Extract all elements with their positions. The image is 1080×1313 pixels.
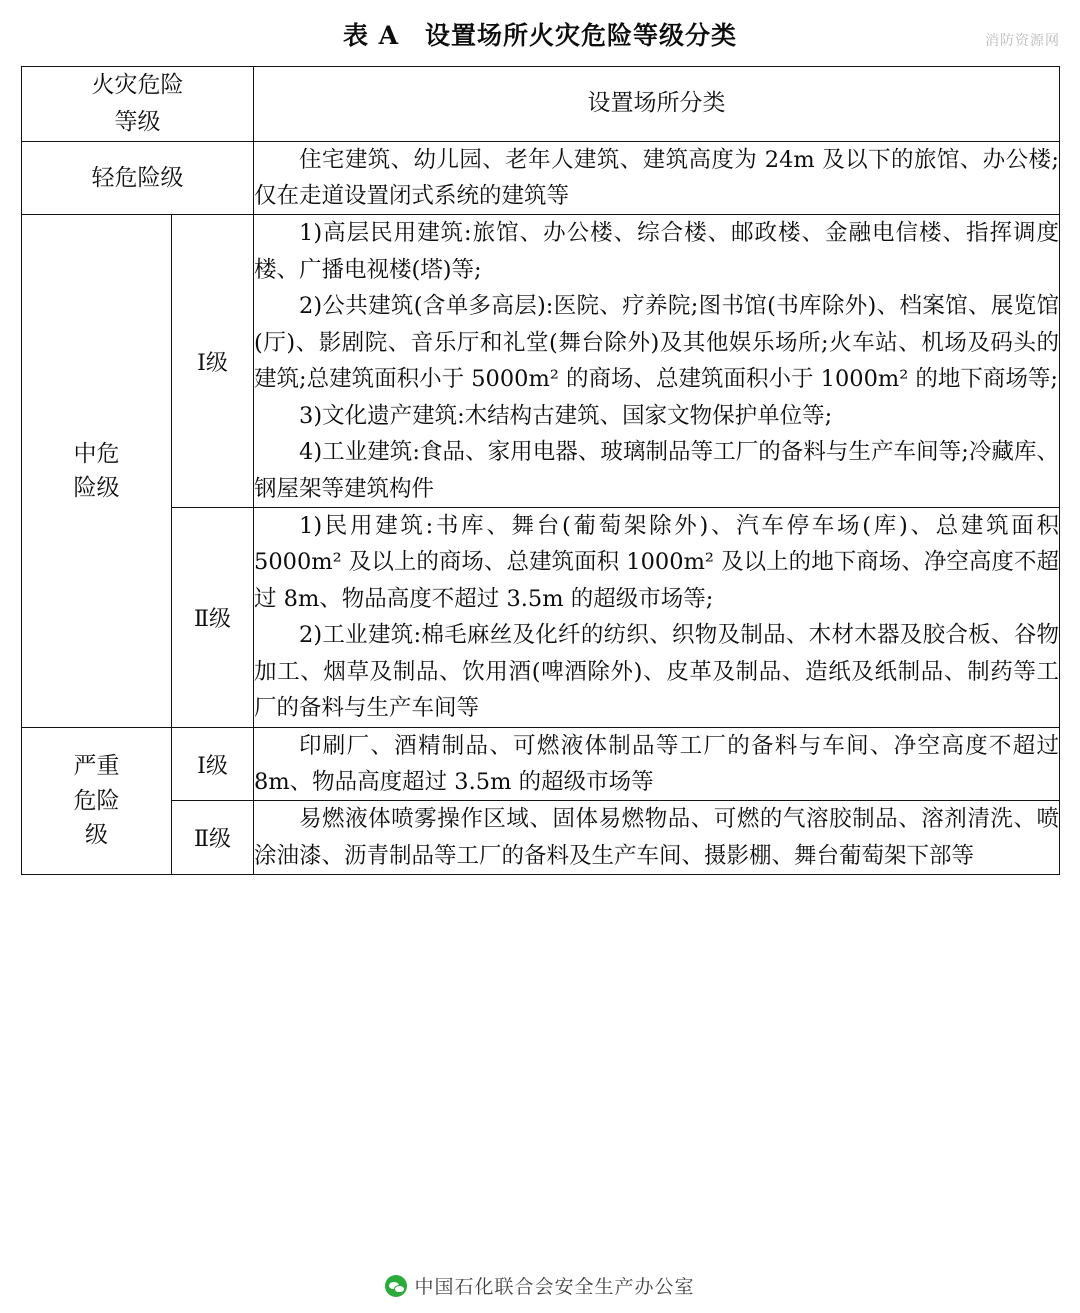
table-row [22, 727, 1060, 801]
content-severe-2 [254, 801, 1060, 875]
header-hazard-level-line2: 等级 [114, 108, 161, 135]
page-title: 表 A 设置场所火灾危险等级分类 [342, 21, 738, 50]
content-severe-1 [254, 727, 1060, 801]
level-medium-line1: 中危 [73, 440, 120, 467]
content-medium-1-p1: 1)高层民用建筑:旅馆、办公楼、综合楼、邮政楼、金融电信楼、指挥调度楼、广播电视楼(塔)等; [254, 220, 1059, 283]
content-severe-1-p1: 印刷厂、酒精制品、可燃液体制品等工厂的备料与车间、净空高度不超过 8m、物品高度超过 3.5m 的超级市场等 [254, 732, 1059, 796]
level-severe [22, 727, 172, 875]
bottom-watermark-text: 中国石化联合会安全生产办公室 [414, 1276, 695, 1298]
table-row [22, 141, 1060, 215]
level-light: 轻危险级 [22, 141, 254, 215]
content-medium-2-p2: 2)工业建筑:棉毛麻丝及化纤的纺织、织物及制品、木材木器及胶合板、谷物加工、烟草及制品、饮用酒(啤酒除外)、皮革及制品、造纸及纸制品、制药等工厂的备料与生产车间等 [254, 622, 1059, 722]
header-site-category: 设置场所分类 [254, 67, 1060, 142]
content-light-p1: 住宅建筑、幼儿园、老年人建筑、建筑高度为 24m 及以下的旅馆、办公楼;仅在走道设置闭式系统的建筑等 [254, 146, 1059, 210]
table-row [22, 801, 1060, 875]
sublevel-severe-1: Ⅰ级 [172, 727, 254, 801]
bottom-watermark [0, 1271, 1080, 1299]
header-hazard-level-line1: 火灾危险 [91, 72, 184, 98]
content-medium-1-p4: 4)工业建筑:食品、家用电器、玻璃制品等工厂的备料与生产车间等;冷藏库、钢屋架等建筑构件 [254, 439, 1059, 502]
sublevel-severe-2: Ⅱ级 [172, 801, 254, 875]
content-severe-2-p1: 易燃液体喷雾操作区域、固体易燃物品、可燃的气溶胶制品、溶剂清洗、喷涂油漆、沥青制品等工厂的备料及生产车间、摄影棚、舞台葡萄架下部等 [254, 806, 1059, 869]
header-hazard-level [22, 67, 254, 142]
content-medium-2 [254, 507, 1060, 727]
sublevel-medium-2: Ⅱ级 [172, 507, 254, 727]
content-medium-1-p3: 3)文化遗产建筑:木结构古建筑、国家文物保护单位等; [299, 402, 833, 429]
table-row [22, 507, 1060, 727]
level-medium [22, 215, 172, 727]
content-medium-2-p1: 1)民用建筑:书库、舞台(葡萄架除外)、汽车停车场(库)、总建筑面积 5000m² 及以上的商场、总建筑面积 1000m² 及以上的地下商场、净空高度不超过 8m、物品高度不超过 3.5m 的超级市场等; [254, 512, 1059, 612]
level-medium-line2: 险级 [73, 475, 120, 502]
table-header-row [22, 67, 1060, 142]
content-light [254, 141, 1060, 215]
level-severe-line1: 严重 [73, 753, 120, 780]
table-row [22, 215, 1060, 508]
sublevel-medium-1: Ⅰ级 [172, 215, 254, 508]
top-watermark: 消防资源网 [985, 33, 1060, 49]
level-severe-line3: 级 [85, 822, 108, 849]
content-medium-1 [254, 215, 1060, 508]
wechat-icon [385, 1275, 407, 1297]
content-medium-1-p2: 2)公共建筑(含单多高层):医院、疗养院;图书馆(书库除外)、档案馆、展览馆(厅)、影剧院、音乐厅和礼堂(舞台除外)及其他娱乐场所;火车站、机场及码头的建筑;总建筑面积小于 5000m² 的商场、总建筑面积小于 1000m² 的地下商场等; [254, 293, 1059, 393]
level-severe-line2: 危险 [73, 787, 120, 814]
fire-hazard-classification-table [21, 66, 1060, 875]
